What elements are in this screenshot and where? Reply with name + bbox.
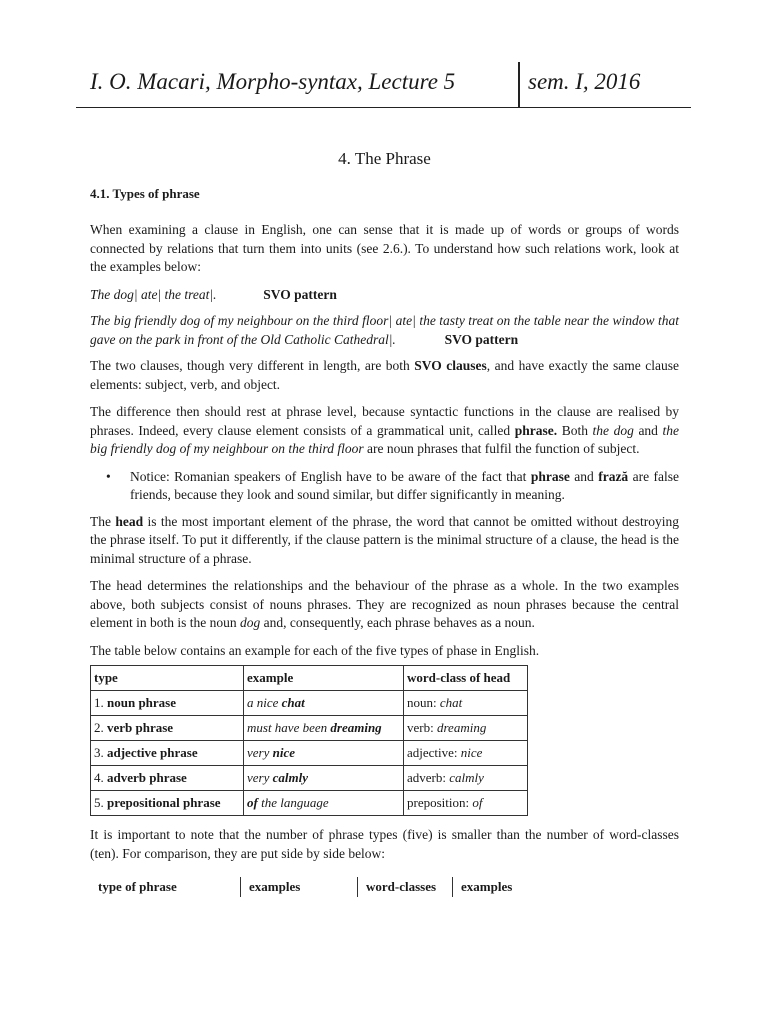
table-cell-example [244,766,404,791]
example-text: very [247,769,273,785]
example-text: the language [257,794,329,810]
intro-paragraph: When examining a clause in English, one can sense that it is made up of words or groups of words connected by relations that turn them into units (see 2.6.). To understand how such relations work, look at the examples below: [90,222,679,274]
text-run: Both [557,422,593,438]
text-run-bold: phrase. [514,422,558,438]
table-row [91,766,528,791]
class-word: chat [439,694,463,710]
text-run: and [633,422,663,438]
comparison-table-header [90,877,679,897]
table-row [91,791,528,816]
example-head: nice [272,744,296,760]
text-run: is the most important element of the phrase, the word that cannot be omitted without destroying the phrase itself. To put it differently, if the clause pattern is the minimal structure of a clause, the head is the minimal structure of a phrase. [90,513,679,566]
header-rule [76,107,691,108]
class-label: verb: [407,719,437,735]
table-cell-example [244,741,404,766]
row-type: adjective phrase [107,744,198,760]
example-2-text: The big friendly dog of my neighbour on the third floor| ate| the tasty treat on the table near the window that gave on the park in front of the Old Catholic Cathedral|. [90,313,679,347]
notice-list [90,468,679,505]
table-row [91,716,528,741]
table-cell-class [404,716,528,741]
table-cell-type [91,716,244,741]
table-cell-type [91,791,244,816]
example-1-label: SVO pattern [263,286,337,302]
class-word: dreaming [436,719,487,735]
header-date: sem. I, 2016 [528,69,641,94]
example-1 [90,286,679,305]
example-2 [90,312,679,349]
phrase-types-table [90,665,528,816]
text-run: Notice: Romanian speakers of English have to be aware of the fact that [130,468,531,484]
notice-item [106,468,679,505]
class-label: adjective: [407,744,461,760]
text-run-bold: phrase [530,468,570,484]
table-cell-type [91,741,244,766]
text-run: and [569,468,599,484]
text-run-italic: the big friendly dog of my neighbour on the third floor [90,422,680,456]
row-type: adverb phrase [107,769,187,785]
example-text: very [247,744,273,760]
text-run-italic: the dog [592,422,634,438]
difference-paragraph [90,403,679,459]
text-run-bold: SVO clauses [414,358,487,373]
class-word: of [472,794,483,810]
text-run-bold: frază [598,468,629,484]
two-clauses-paragraph [90,357,679,394]
example-head: dreaming [330,719,382,735]
comparison-header-cell: examples [240,877,357,897]
head-paragraph [90,513,679,569]
section-title: 4. The Phrase [338,149,431,168]
table-cell-example [244,716,404,741]
comparison-header-cell: type of phrase [98,879,177,894]
text-run: and, consequently, each phrase behaves as a noun. [260,615,535,630]
comparison-header-cell: word-classes [357,877,452,897]
table-cell-class [404,691,528,716]
table-intro-paragraph: The table below contains an example for each of the five types of phase in English. [90,642,540,658]
class-label: preposition: [407,794,473,810]
comparison-header-cell: examples [452,877,541,897]
subsection-title: 4.1. Types of phrase [90,185,200,201]
class-word: nice [460,744,483,760]
table-header-cell: example [244,666,404,691]
row-type: noun phrase [107,694,176,710]
table-header-cell: word-class of head [404,666,528,691]
example-1-text: The dog| ate| the treat|. [90,286,217,302]
row-number: 5. [94,794,107,810]
text-run: are noun phrases that fulfil the function of subject. [363,441,640,456]
row-number: 3. [94,744,107,760]
table-header-cell: type [91,666,244,691]
bullet-icon: • [106,468,111,484]
table-cell-type [91,766,244,791]
row-number: 4. [94,769,107,785]
row-number: 2. [94,719,107,735]
text-run: The [90,513,116,529]
important-note-paragraph: It is important to note that the number of phrase types (five) is smaller than the number of word-classes (ten). For comparison, they are put side by side below: [90,827,679,861]
row-type: prepositional phrase [107,794,221,810]
class-label: adverb: [407,769,450,785]
text-run: are false friends, because they look and sound similar, but differ significantly in meaning. [130,468,679,502]
table-cell-class [404,791,528,816]
text-run: , and have exactly the same clause elements: subject, verb, and object. [90,358,679,392]
table-cell-example [244,791,404,816]
text-run-italic: dog [239,615,261,630]
table-header-row [91,666,528,691]
text-run: The two clauses, though very different in length, are both [90,358,415,373]
header-divider [518,62,520,108]
text-run: The difference then should rest at phrase level, because syntactic functions in the clause are realised by phrases. Indeed, every clause element consists of a grammatical unit, called [90,404,679,438]
example-2-label: SVO pattern [444,331,519,347]
table-cell-class [404,766,528,791]
table-cell-example [244,691,404,716]
page-header [76,62,691,108]
text-run: The head determines the relationships and the behaviour of the phrase as a whole. In the two examples above, both subjects consist of nouns phrases. They are recognized as noun phrases because the central element in both is the noun [90,578,679,630]
class-label: noun: [407,694,440,710]
table-cell-class [404,741,528,766]
example-text: must have been [247,719,331,735]
row-type: verb phrase [107,719,174,735]
header-title: I. O. Macari, Morpho-syntax, Lecture 5 [90,69,456,94]
example-head: calmly [272,769,309,785]
example-text: a nice [247,694,282,710]
table-row [91,741,528,766]
table-cell-type [91,691,244,716]
document-body [90,148,679,897]
determines-paragraph [90,577,679,633]
example-head: chat [281,694,305,710]
example-head: of [247,794,258,810]
text-run-bold: head [115,513,144,529]
table-row [91,691,528,716]
class-word: calmly [449,769,484,785]
row-number: 1. [94,694,107,710]
